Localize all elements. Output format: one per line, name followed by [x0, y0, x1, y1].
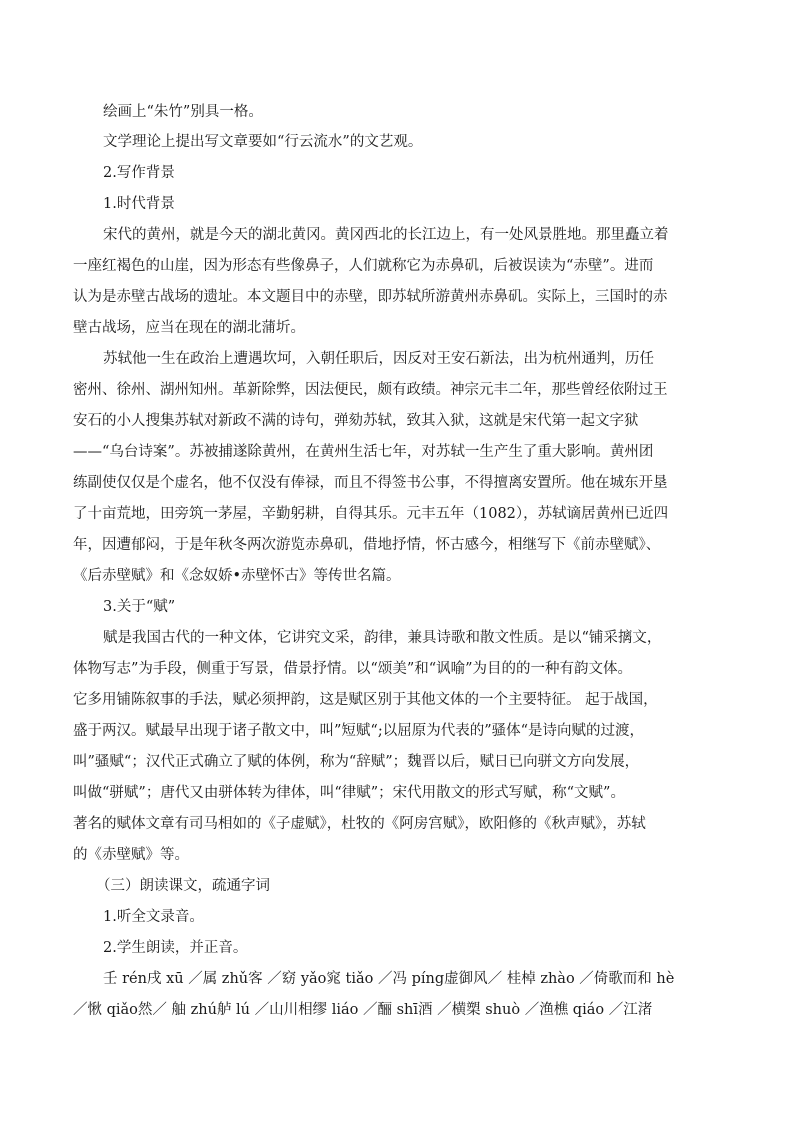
section-heading: （三）朗读课文，疏通字词 — [96, 878, 270, 894]
paragraph-line: 叫”骚赋“；汉代正式确立了赋的体例，称为“辞赋”；魏晋以后，赋日已向骈文方向发展， — [73, 754, 640, 770]
section-heading: 3.关于“赋” — [103, 599, 176, 615]
paragraph-line: 苏轼他一生在政治上遭遇坎坷，入朝任职后，因反对王安石新法，出为杭州通判，历任 — [103, 351, 654, 367]
paragraph-line: 它多用铺陈叙事的手法，赋必须押韵，这是赋区别于其他文体的一个主要特征。 起于战国， — [73, 692, 658, 708]
paragraph-line: 叫做“骈赋”；唐代又由骈体转为律体，叫“律赋”；宋代用散文的形式写赋，称“文赋”。 — [73, 785, 625, 801]
paragraph-line: 《后赤壁赋》和《念奴娇•赤壁怀古》等传世名篇。 — [73, 568, 401, 584]
section-heading: 2.写作背景 — [103, 165, 175, 181]
paragraph-line: 年，因遭郁闷，于是年秋冬两次游览赤鼻矶，借地抒情，怀古感今，相继写下《前赤壁赋》、 — [73, 537, 661, 553]
paragraph-line: 一座红褐色的山崖，因为形态有些像鼻子，人们就称它为赤鼻矶，后被误读为“赤壁”。进而 — [73, 258, 654, 274]
section-heading: 1.时代背景 — [103, 196, 175, 212]
paragraph-line: 赋是我国古代的一种文体，它讲究文采，韵律，兼具诗歌和散文性质。是以“铺采摛文， — [103, 630, 662, 646]
text-line: 文学理论上提出写文章要如“行云流水”的文艺观。 — [103, 134, 423, 150]
paragraph-line: 盛于两汉。赋最早出现于诸子散文中，叫”短赋“;以屈原为代表的”骚体“是诗向赋的过渡， — [73, 723, 645, 739]
paragraph-line: 著名的赋体文章有司马相如的《子虚赋》，杜牧的《阿房宫赋》，欧阳修的《秋声赋》，苏轼 — [73, 816, 646, 832]
paragraph-line: ——“乌台诗案”。苏被捕遂除黄州，在黄州生活七年，对苏轼一生产生了重大影响。黄州团 — [73, 444, 654, 460]
pronunciation-line: 壬 rén戌 xū ／属 zhǔ客 ／窈 yǎo窕 tiǎo ／冯 píng虚御风／ 桂棹 zhào ／倚歌而和 hè — [103, 971, 675, 987]
paragraph-line: 安石的小人搜集苏轼对新政不满的诗句，弹劾苏轼，致其入狱，这就是宋代第一起文字狱 — [73, 413, 639, 429]
paragraph-line: 密州、徐州、湖州知州。革新除弊，因法便民，颇有政绩。神宗元丰二年，那些曾经依附过王 — [73, 382, 668, 398]
paragraph-line: 的《赤壁赋》等。 — [73, 847, 189, 863]
text-line: 1.听全文录音。 — [103, 909, 204, 925]
paragraph-line: 了十亩荒地，田旁筑一茅屋，辛勤躬耕，自得其乐。元丰五年（1082），苏轼谪居黄州已近四 — [73, 506, 669, 522]
paragraph-line: 练副使仅仅是个虚名，他不仅没有俸禄，而且不得签书公事，不得擅离安置所。他在城东开垦 — [73, 475, 668, 491]
paragraph-line: 宋代的黄州，就是今天的湖北黄冈。黄冈西北的长江边上，有一处风景胜地。那里矗立着 — [103, 227, 669, 243]
pronunciation-line: ／愀 qiǎo然／ 舳 zhú舻 lú ／山川相缪 liáo ／酾 shī酒 ／横槊 shuò ／渔樵 qiáo ／江渚 — [73, 1002, 653, 1018]
paragraph-line: 认为是赤壁古战场的遗址。本文题目中的赤壁，即苏轼所游黄州赤鼻矶。实际上，三国时的赤 — [73, 289, 668, 305]
text-line: 2.学生朗读，并正音。 — [103, 940, 248, 956]
paragraph-line: 壁古战场，应当在现在的湖北蒲圻。 — [73, 320, 305, 336]
text-line: 绘画上“朱竹”别具一格。 — [103, 104, 263, 120]
paragraph-line: 体物写志”为手段，侧重于写景，借景抒情。以“颂美”和“讽喻”为目的的一种有韵文体。 — [73, 661, 633, 677]
